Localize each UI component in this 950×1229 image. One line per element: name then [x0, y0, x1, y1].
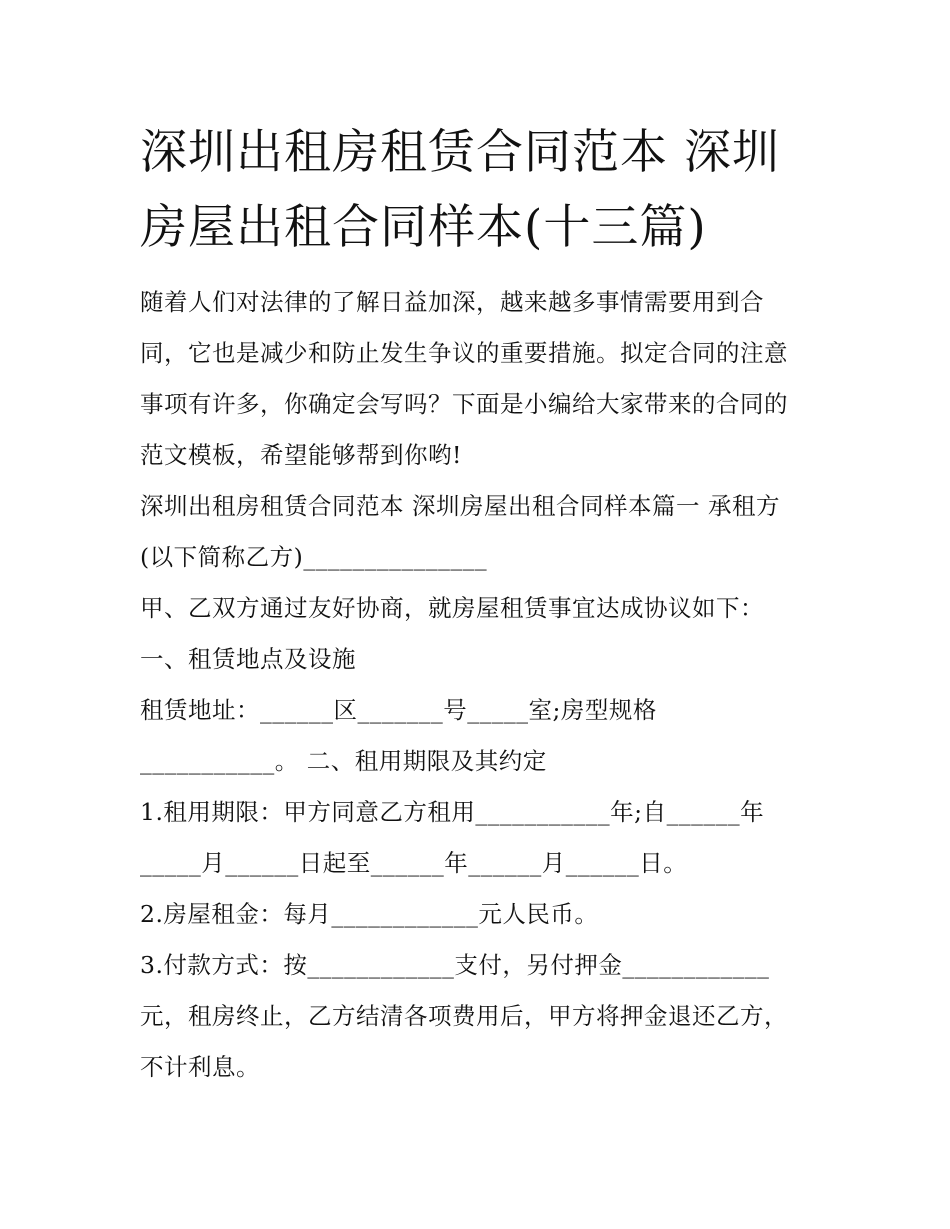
term-line-2: _____月______日起至______年______月______日。 [140, 849, 688, 877]
intro-line-3: 事项有许多，你确定会写吗？下面是小编给大家带来的合同的 [140, 390, 788, 418]
agreement-intro-line: 甲、乙双方通过友好协商，就房屋租赁事宜达成协议如下： [140, 594, 764, 622]
address-line: 租赁地址：______区_______号_____室;房型规格 [140, 696, 657, 724]
document-body [140, 280, 840, 1096]
term-line-1: 1.租用期限：甲方同意乙方租用___________年;自______年 [140, 798, 765, 826]
clause-1-heading: 一、租赁地点及设施 [140, 645, 356, 673]
document-title [140, 115, 820, 265]
title-line-2: 房屋出租合同样本(十三篇) [140, 200, 707, 255]
intro-line-1: 随着人们对法律的了解日益加深，越来越多事情需要用到合 [140, 288, 764, 316]
payment-line-1: 3.付款方式：按____________支付，另付押金____________ [140, 951, 770, 979]
intro-line-2: 同，它也是减少和防止发生争议的重要措施。拟定合同的注意 [140, 339, 788, 367]
payment-line-3: 不计利息。 [140, 1053, 260, 1081]
clause-2-heading-line: ___________。 二、租用期限及其约定 [140, 747, 547, 775]
payment-line-2: 元，租房终止，乙方结清各项费用后，甲方将押金退还乙方， [140, 1002, 788, 1030]
intro-line-4: 范文模板，希望能够帮到你哟! [140, 441, 462, 469]
tenant-line: (以下简称乙方)_______________ [140, 543, 488, 571]
title-line-1: 深圳出租房租赁合同范本 深圳 [140, 125, 780, 180]
section-heading-line: 深圳出租房租赁合同范本 深圳房屋出租合同样本篇一 承租方 [140, 492, 780, 520]
rent-line: 2.房屋租金：每月____________元人民币。 [140, 900, 599, 928]
